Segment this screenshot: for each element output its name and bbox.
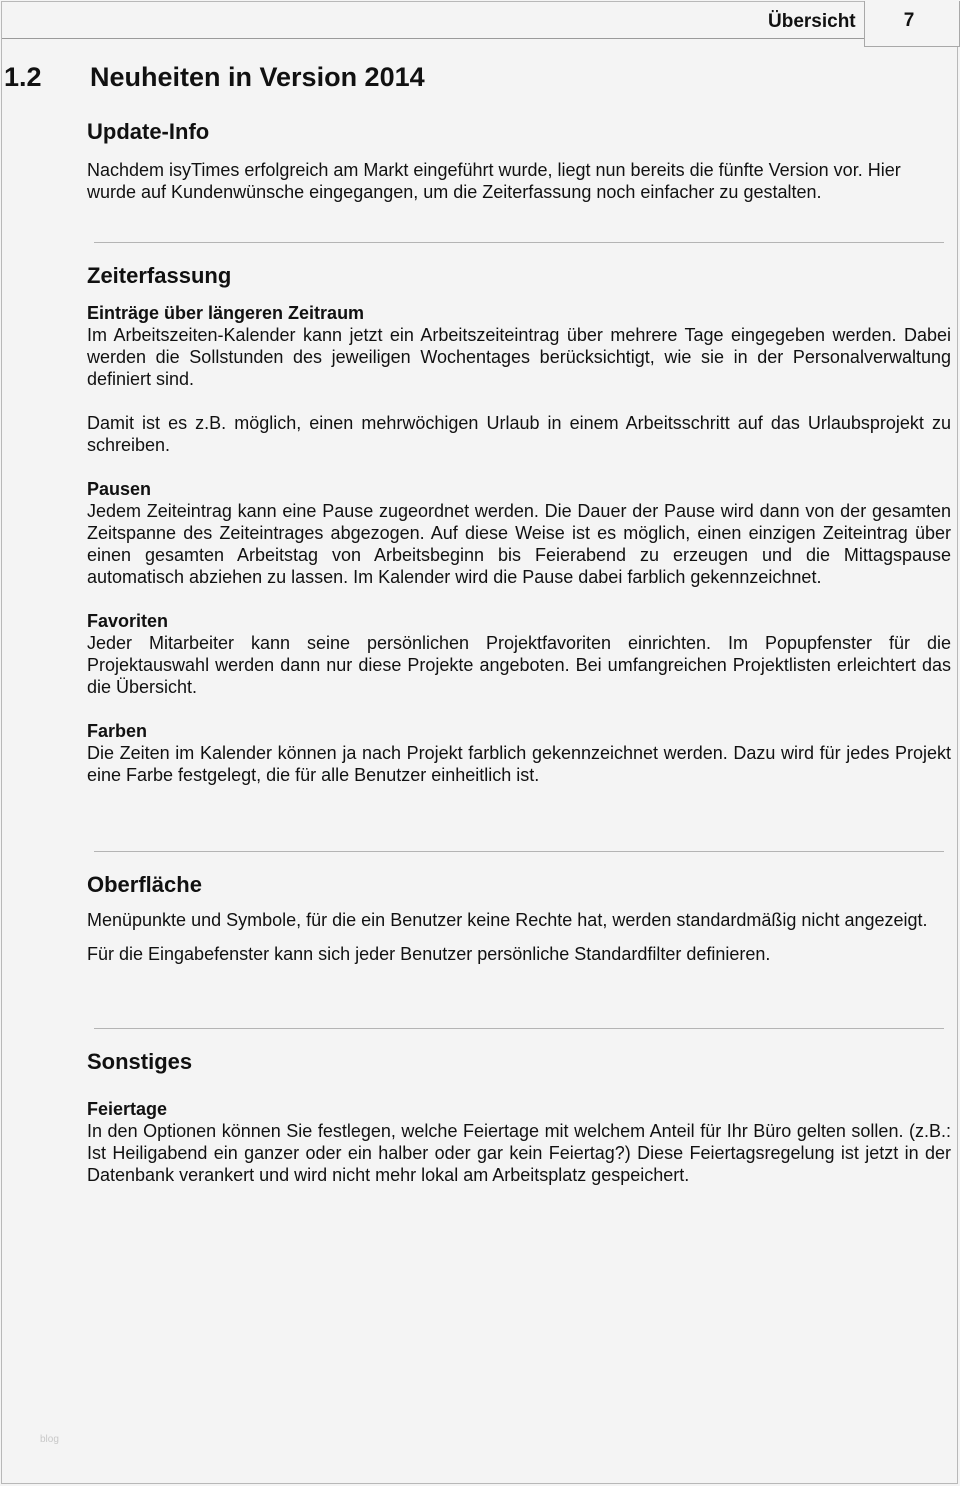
feiertage-paragraph: In den Optionen können Sie festlegen, welche Feiertage mit welchem Anteil für Ihr Büro gelten sollen. (z.B.: Ist Heiligabend ein ganzer oder ein halber oder gar kein Feiertag?) Diese Feiertagsregelung ist jetzt in der Datenbank verankert und wird nicht mehr lokal am Arbeitsplatz gespeichert. — [87, 1121, 951, 1185]
zeiterfassung-heading: Zeiterfassung — [87, 263, 232, 288]
page-number: 7 — [903, 10, 915, 31]
header-rule — [2, 38, 864, 39]
eintraege-paragraph-2: Damit ist es z.B. möglich, einen mehrwöchigen Urlaub in einem Arbeitsschritt auf das Urlaubsprojekt zu schreiben. — [87, 413, 951, 455]
section-divider — [94, 242, 944, 243]
sonstiges-heading: Sonstiges — [87, 1049, 193, 1074]
pausen-paragraph: Jedem Zeiteintrag kann eine Pause zugeordnet werden. Die Dauer der Pause wird dann von der gesamten Zeitspanne des Zeiteintrages abgezogen. Auf diese Weise ist es möglich, einen einzigen Zeiteintrag über einen gesamten Arbeitstag von Arbeitsbeginn bis Feierabend zu erzeugen und die Mittagspause automatisch abziehen zu lassen. Im Kalender wird die Pause dabei farblich gekennzeichnet. — [87, 501, 951, 587]
oberflaeche-paragraph-1: Menüpunkte und Symbole, für die ein Benutzer keine Rechte hat, werden standardmäßig nicht angezeigt. — [87, 910, 928, 930]
favoriten-heading: Favoriten — [87, 611, 169, 631]
farben-heading: Farben — [87, 721, 148, 741]
watermark: blog — [40, 1434, 59, 1445]
update-info-text: Nachdem isyTimes erfolgreich am Markt eingeführt wurde, liegt nun bereits die fünfte Version vor. Hier wurde auf Kundenwünsche eingegangen, um die Zeiterfassung noch einfacher zu gestalten. — [87, 160, 901, 202]
chapter-number: 1.2 — [4, 62, 42, 92]
section-update-info — [87, 118, 951, 203]
eintraege-heading: Einträge über längeren Zeitraum — [87, 303, 365, 323]
running-header-title: Übersicht — [768, 11, 856, 32]
feiertage-heading: Feiertage — [87, 1099, 168, 1119]
section-sonstiges — [87, 1048, 951, 1186]
farben-paragraph: Die Zeiten im Kalender können ja nach Projekt farblich gekennzeichnet werden. Dazu wird für jedes Projekt eine Farbe festgelegt, die für alle Benutzer einheitlich ist. — [87, 743, 951, 785]
section-divider — [94, 1028, 944, 1029]
favoriten-paragraph: Jeder Mitarbeiter kann seine persönlichen Projektfavoriten einrichten. Im Popupfenster für die Projektauswahl werden dann nur diese Projekte angeboten. Bei umfangreichen Projektlisten erleichtert das die Übersicht. — [87, 633, 951, 697]
oberflaeche-paragraph-2: Für die Eingabefenster kann sich jeder Benutzer persönliche Standardfilter definieren. — [87, 944, 771, 964]
section-zeiterfassung — [87, 262, 951, 786]
pausen-heading: Pausen — [87, 479, 152, 499]
chapter-title: Neuheiten in Version 2014 — [90, 62, 425, 92]
section-oberflaeche — [87, 871, 951, 965]
eintraege-paragraph-1: Im Arbeitszeiten-Kalender kann jetzt ein Arbeitszeiteintrag über mehrere Tage eingegeben werden. Dabei werden die Sollstunden des jeweiligen Wochentages berücksichtigt, wie sie in der Personalverwaltung definiert sind. — [87, 325, 951, 389]
oberflaeche-heading: Oberfläche — [87, 872, 202, 897]
update-info-heading: Update-Info — [87, 119, 210, 144]
section-divider — [94, 851, 944, 852]
page-number-box — [864, 1, 960, 47]
